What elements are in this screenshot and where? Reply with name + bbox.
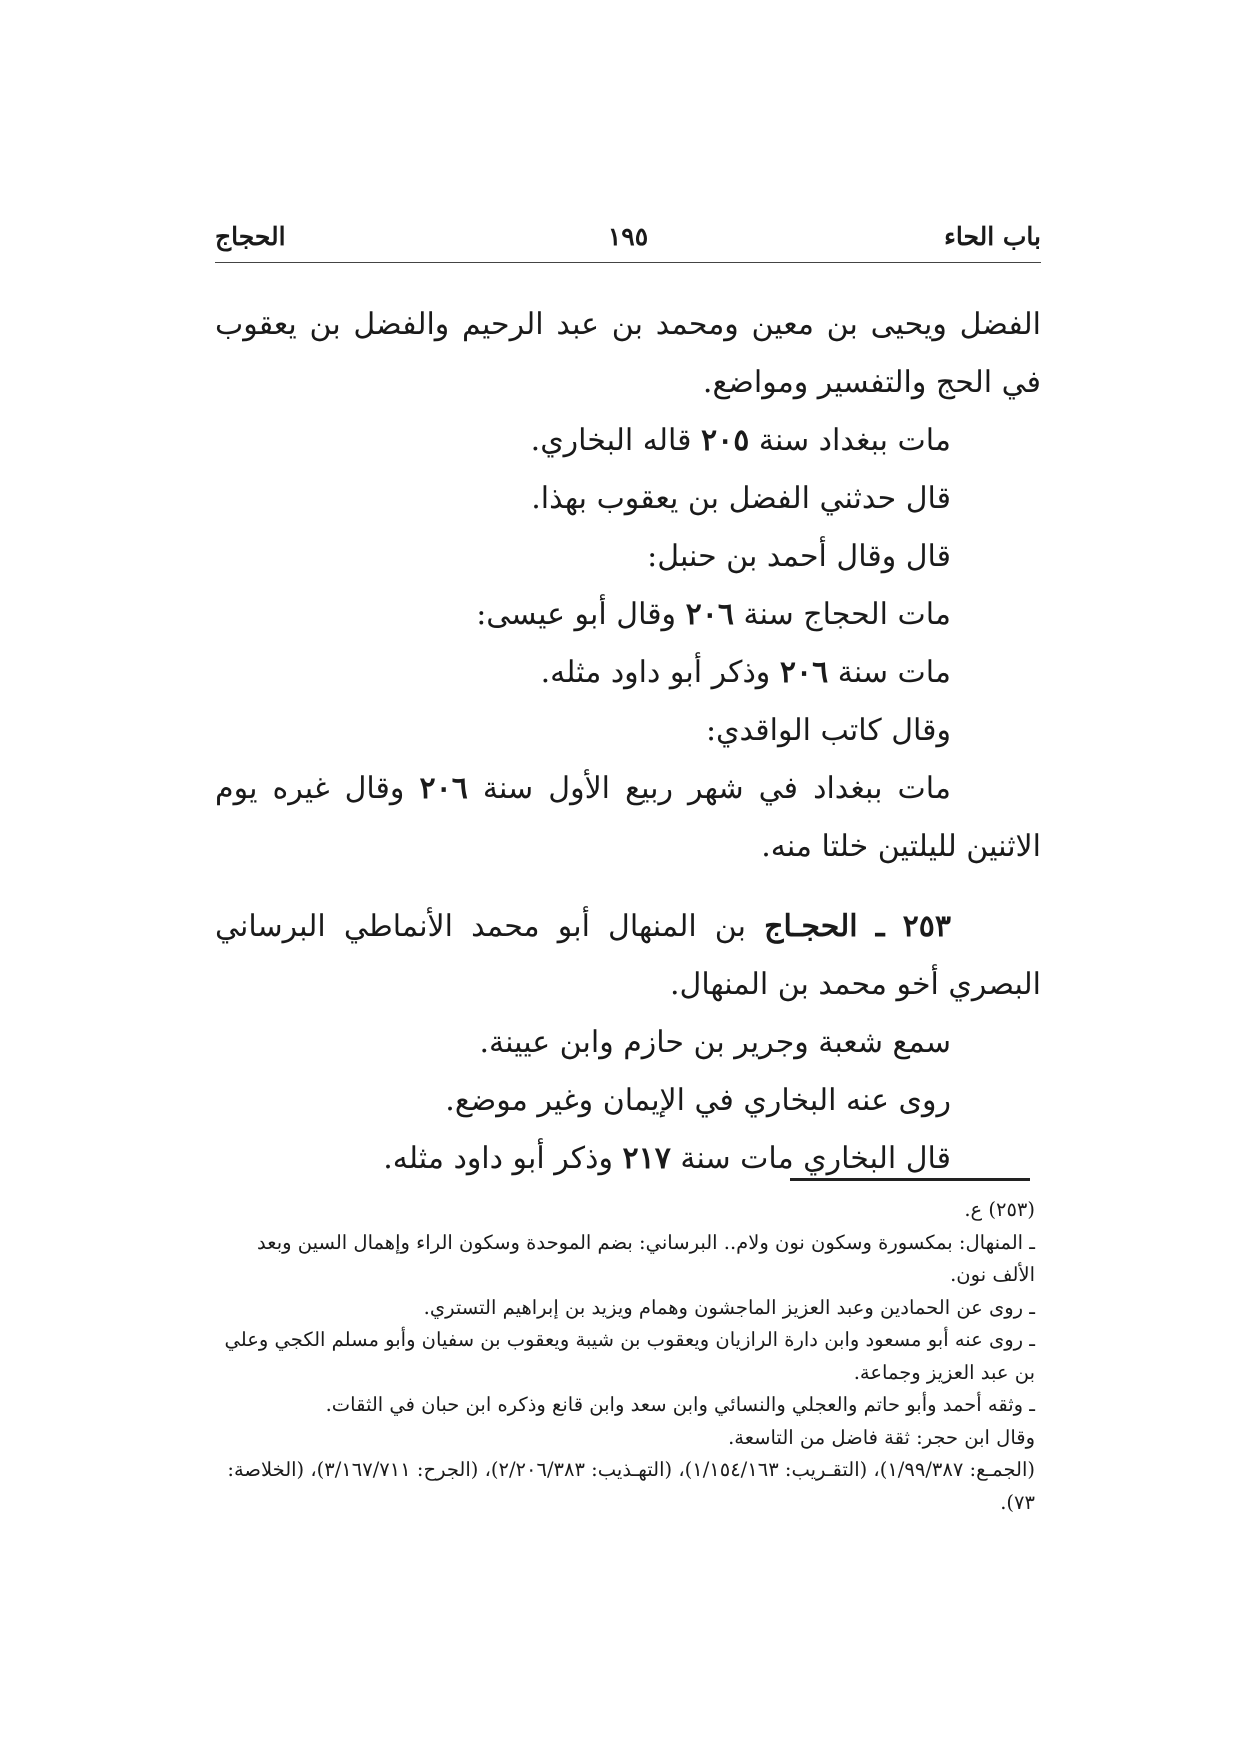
footnote-line: ـ وثقه أحمد وأبو حاتم والعجلي والنسائي وابن سعد وابن قانع وذكره ابن حبان في الثقات. (325, 1393, 1035, 1416)
paragraph (215, 760, 1041, 876)
text-line: روى عنه البخاري في الإيمان وغير موضع. (445, 1083, 951, 1118)
text-segment: مات ببغداد سنة (758, 423, 951, 458)
main-text (215, 296, 1041, 1188)
text-line: وقال كاتب الواقدي: (705, 713, 951, 748)
year-number: ٢٠٦ (779, 655, 829, 690)
chapter-title: باب الحاء (944, 222, 1041, 251)
running-header (215, 222, 1041, 262)
text-segment: مات الحجاج سنة (743, 597, 951, 632)
year-number: ٢٠٦ (685, 597, 734, 632)
entry-name: الحجـاج (764, 909, 858, 944)
footnotes (215, 1194, 1035, 1519)
text-line (215, 586, 1041, 644)
text-segment: وقال أبو عيسى: (476, 597, 677, 632)
footnote-line: وقال ابن حجر: ثقة فاضل من التاسعة. (728, 1425, 1035, 1449)
entry-number: ٢٥٣ (902, 909, 951, 944)
page-number: ١٩٥ (607, 222, 649, 251)
entry-separator: ـ (875, 909, 885, 944)
footnote-line: ـ المنهال: بمكسورة وسكون نون ولام.. البرساني: بضم الموحدة وسكون الراء وإهمال السين وبعد الألف نون. (257, 1230, 1035, 1286)
spacer (215, 876, 1041, 898)
text-segment: مات ببغداد في شهر ربيع الأول سنة (482, 771, 951, 806)
text-segment: وقال غيره يوم الاثنين لليلتين خلتا منه. (215, 771, 1041, 864)
text-segment: مات سنة (837, 655, 951, 690)
text-segment: بن المنهال أبو محمد الأنماطي البرساني البصري أخو محمد بن المنهال. (215, 909, 1041, 1002)
footnote-divider (790, 1178, 1030, 1181)
year-number: ٢١٧ (622, 1141, 671, 1176)
text-line: قال حدثني الفضل بن يعقوب بهذا. (531, 481, 951, 516)
footnote-references: (الجمـع: ١/٩٩/٣٨٧)، (التقـريب: ١/١٥٤/١٦٣)، (التهـذيب: ٢/٢٠٦/٣٨٣)، (الجرح: ٣/١٦٧/٧١١)، (الخلاصة: ٧٣). (227, 1458, 1035, 1514)
text-line: قال وقال أحمد بن حنبل: (647, 539, 951, 574)
text-line (215, 412, 1041, 470)
entry-heading: الحجاج (215, 222, 286, 251)
paragraph: الفضل ويحيى بن معين ومحمد بن عبد الرحيم والفضل بن يعقوب في الحج والتفسير ومواضع. (215, 307, 1041, 400)
text-line: سمع شعبة وجرير بن حازم وابن عيينة. (479, 1025, 951, 1060)
entry-paragraph (215, 898, 1041, 1014)
footnote-line: ـ روى عن الحمادين وعبد العزيز الماجشون وهمام ويزيد بن إبراهيم التستري. (423, 1295, 1035, 1319)
text-segment: قال البخاري مات سنة (680, 1141, 951, 1176)
text-line (215, 644, 1041, 702)
header-divider (215, 262, 1041, 263)
year-number: ٢٠٥ (700, 423, 750, 458)
footnote-line: ـ روى عنه أبو مسعود وابن دارة الرازيان ويعقوب بن شيبة ويعقوب بن سفيان وأبو مسلم الكجي وعلي بن عبد العزيز وجماعة. (224, 1328, 1035, 1384)
text-segment: قاله البخاري. (530, 423, 692, 458)
text-segment: وذكر أبو داود مثله. (540, 655, 771, 690)
year-number: ٢٠٦ (419, 771, 468, 806)
footnote-marker: (٢٥٣) ع. (964, 1198, 1035, 1221)
text-segment: وذكر أبو داود مثله. (383, 1141, 613, 1176)
